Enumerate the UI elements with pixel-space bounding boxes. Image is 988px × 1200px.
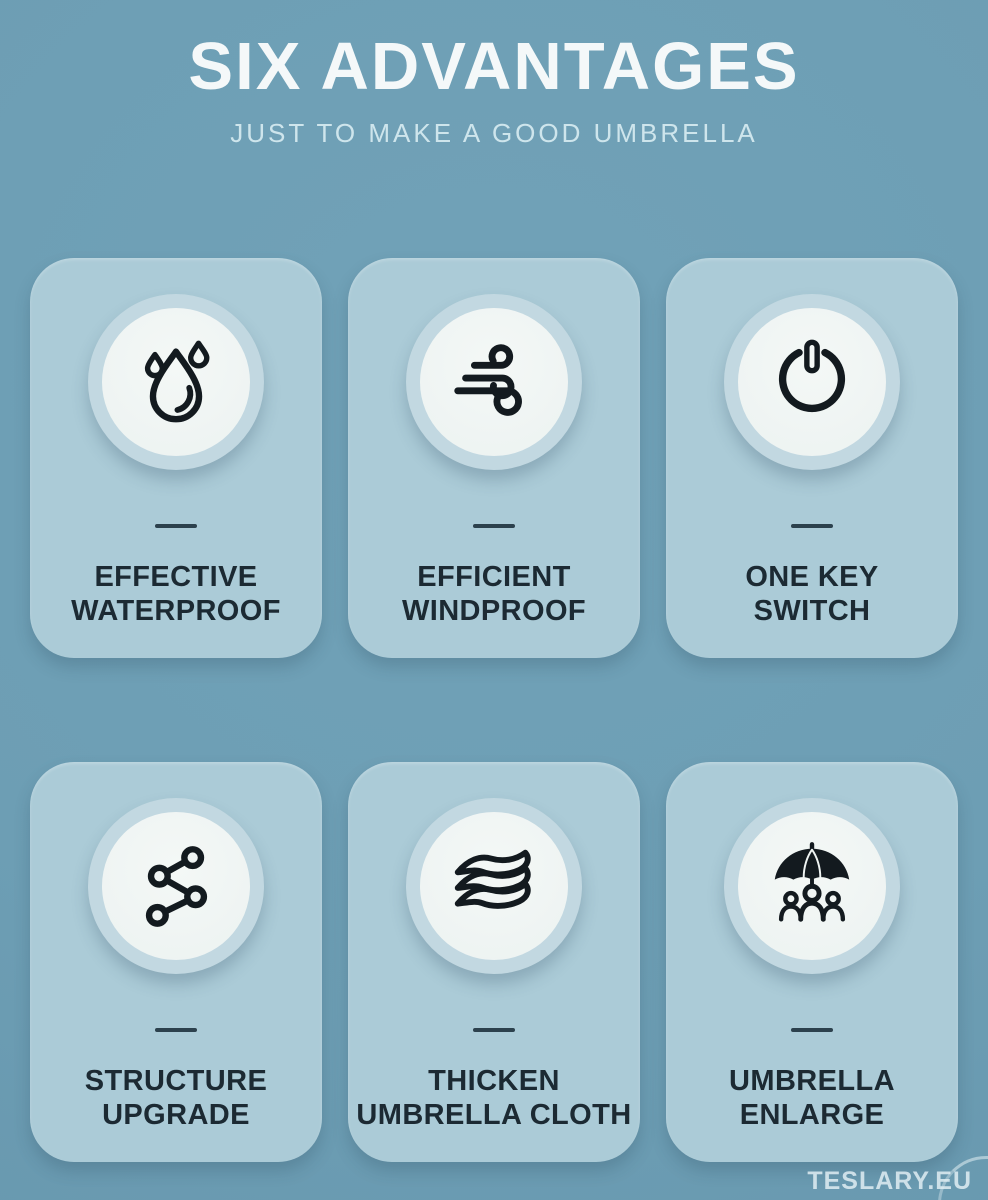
icon-halo	[88, 294, 264, 470]
header	[0, 0, 988, 148]
advantage-label	[729, 1064, 895, 1132]
label-line: UMBRELLA CLOTH	[356, 1099, 632, 1131]
watermark-text: TESLARY.EU	[807, 1167, 972, 1195]
linked-nodes-icon	[127, 837, 225, 935]
advantage-label	[356, 1064, 631, 1132]
advantage-card-one-key-switch	[666, 258, 958, 658]
advantage-label	[402, 560, 586, 628]
label-line: EFFECTIVE	[94, 561, 258, 593]
advantage-label	[745, 560, 878, 628]
umbrella-people-icon	[763, 837, 861, 935]
divider-dash	[473, 524, 515, 528]
icon-circle	[738, 308, 886, 456]
divider-dash	[155, 524, 197, 528]
icon-circle	[102, 308, 250, 456]
icon-halo	[406, 294, 582, 470]
icon-circle	[420, 308, 568, 456]
power-button-icon	[763, 333, 861, 431]
divider-dash	[791, 1028, 833, 1032]
advantage-grid	[30, 258, 958, 1162]
icon-circle	[738, 812, 886, 960]
icon-halo	[406, 798, 582, 974]
wind-icon	[445, 333, 543, 431]
label-line: ENLARGE	[739, 1099, 885, 1131]
label-line: ONE KEY	[745, 561, 879, 593]
icon-circle	[420, 812, 568, 960]
icon-halo	[724, 294, 900, 470]
label-line: WINDPROOF	[401, 595, 587, 627]
advantage-card-structure-upgrade	[30, 762, 322, 1162]
page-subtitle: JUST TO MAKE A GOOD UMBRELLA	[230, 118, 758, 148]
label-line: EFFICIENT	[417, 561, 571, 593]
icon-halo	[724, 798, 900, 974]
advantage-card-efficient-windproof	[348, 258, 640, 658]
icon-halo	[88, 798, 264, 974]
advantage-label	[71, 560, 281, 628]
advantage-card-thicken-umbrella-cloth	[348, 762, 640, 1162]
icon-circle	[102, 812, 250, 960]
label-line: SWITCH	[753, 595, 871, 627]
water-drops-icon	[127, 333, 225, 431]
divider-dash	[473, 1028, 515, 1032]
page-title: SIX ADVANTAGES	[188, 29, 800, 104]
divider-dash	[155, 1028, 197, 1032]
label-line: THICKEN	[428, 1065, 560, 1097]
divider-dash	[791, 524, 833, 528]
advantage-card-umbrella-enlarge	[666, 762, 958, 1162]
label-line: UMBRELLA	[729, 1065, 895, 1097]
advantage-label	[85, 1064, 267, 1132]
label-line: UPGRADE	[102, 1099, 250, 1131]
fabric-layers-icon	[445, 837, 543, 935]
advantage-card-effective-waterproof	[30, 258, 322, 658]
label-line: STRUCTURE	[84, 1065, 268, 1097]
label-line: WATERPROOF	[71, 595, 281, 627]
